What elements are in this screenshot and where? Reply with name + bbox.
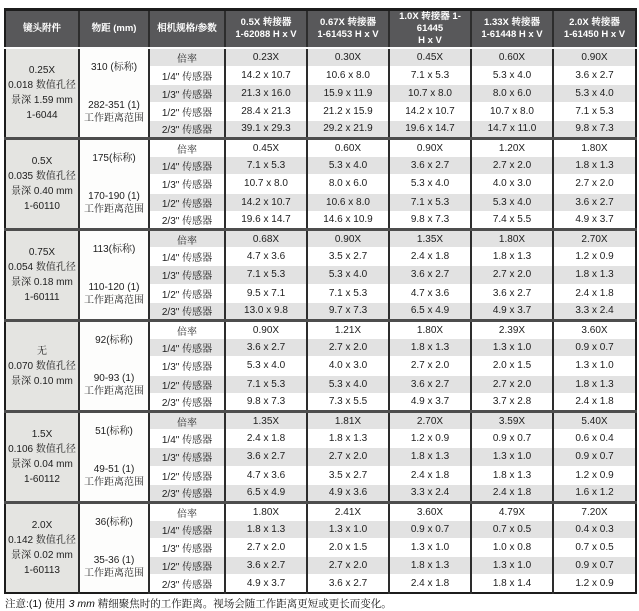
fov-value-cell: 13.0 x 9.8: [225, 302, 307, 320]
camera-spec-label: 1/4" 传感器: [149, 521, 225, 539]
camera-spec-label: 2/3" 传感器: [149, 120, 225, 138]
fov-value-cell: 3.6 x 2.7: [553, 66, 636, 84]
fov-value-cell: 15.9 x 11.9: [307, 84, 389, 102]
lens-attachment-line: 0.070 数值孔径: [8, 360, 76, 372]
fov-value-cell: 1.80X: [471, 230, 553, 248]
fov-value-cell: 29.2 x 21.9: [307, 120, 389, 138]
fov-value-cell: 0.9 x 0.7: [553, 557, 636, 575]
fov-value-cell: 7.1 x 5.3: [389, 193, 471, 211]
column-header-line2: H x V: [418, 35, 442, 46]
fov-value-cell: 9.8 x 7.3: [389, 211, 471, 229]
fov-value-cell: 4.9 x 3.6: [307, 484, 389, 502]
fov-value-cell: 2.70X: [553, 230, 636, 248]
lens-attachment-line: 无: [37, 345, 47, 357]
fov-value-cell: 10.7 x 8.0: [389, 84, 471, 102]
fov-value-cell: 2.0 x 1.5: [471, 357, 553, 375]
fov-value-cell: 4.9 x 3.7: [389, 393, 471, 411]
fov-value-cell: 7.1 x 5.3: [225, 375, 307, 393]
fov-value-cell: 21.2 x 15.9: [307, 102, 389, 120]
table-row: [5, 139, 636, 157]
fov-value-cell: 9.7 x 7.3: [307, 302, 389, 320]
footnote-text: 注意:(1) 使用: [5, 598, 69, 610]
column-header-line1: 0.67X 转接器: [320, 17, 376, 28]
column-header-distance: [79, 10, 149, 49]
working-distance-range: [80, 281, 148, 307]
fov-value-cell: 2.7 x 2.0: [307, 339, 389, 357]
camera-spec-label: 1/4" 传感器: [149, 248, 225, 266]
fov-value-cell: 7.1 x 5.3: [225, 266, 307, 284]
distance-nominal: 36(标称): [95, 517, 133, 529]
fov-value-cell: 0.9 x 0.7: [553, 448, 636, 466]
fov-value-cell: 3.6 x 2.7: [225, 339, 307, 357]
fov-value-cell: 1.2 x 0.9: [553, 248, 636, 266]
distance-nominal: 175(标称): [92, 153, 136, 165]
fov-value-cell: 0.90X: [389, 139, 471, 157]
column-header-line2: 1-62088 H x V: [235, 29, 297, 40]
object-distance-cell: [79, 321, 149, 412]
table-header: [5, 10, 636, 49]
fov-value-cell: 3.6 x 2.7: [471, 284, 553, 302]
camera-spec-label: 2/3" 传感器: [149, 575, 225, 593]
lens-attachment-line: 0.018 数值孔径: [8, 80, 76, 91]
camera-spec-label: 1/3" 传感器: [149, 357, 225, 375]
fov-value-cell: 14.6 x 10.9: [307, 211, 389, 229]
fov-value-cell: 7.1 x 5.3: [225, 157, 307, 175]
camera-spec-label: 1/3" 传感器: [149, 266, 225, 284]
working-distance-range: [80, 190, 148, 216]
fov-value-cell: 1.3 x 1.0: [553, 357, 636, 375]
lens-attachment-cell: [5, 48, 79, 139]
camera-spec-label: 1/2" 传感器: [149, 102, 225, 120]
fov-value-cell: 10.7 x 8.0: [225, 175, 307, 193]
camera-spec-label: 倍率: [149, 503, 225, 521]
camera-spec-label: 1/2" 传感器: [149, 466, 225, 484]
fov-value-cell: 4.9 x 3.7: [471, 302, 553, 320]
lens-attachment-line: 0.5X: [31, 156, 53, 167]
fov-value-cell: 5.3 x 4.0: [307, 266, 389, 284]
fov-value-cell: 2.7 x 2.0: [307, 557, 389, 575]
fov-value-cell: 3.6 x 2.7: [389, 157, 471, 175]
camera-spec-label: 1/3" 传感器: [149, 84, 225, 102]
fov-value-cell: 2.4 x 1.8: [225, 430, 307, 448]
footnote-italic-value: 3 mm: [68, 598, 95, 610]
working-distance-range: [80, 372, 148, 398]
fov-value-cell: 8.0 x 6.0: [471, 84, 553, 102]
lens-attachment-line: 0.142 数值孔径: [8, 535, 76, 546]
fov-value-cell: 14.2 x 10.7: [225, 66, 307, 84]
fov-value-cell: 2.7 x 2.0: [471, 375, 553, 393]
table-row: [5, 412, 636, 430]
fov-value-cell: 7.1 x 5.3: [307, 284, 389, 302]
camera-spec-label: 1/3" 传感器: [149, 539, 225, 557]
fov-value-cell: 3.60X: [553, 321, 636, 339]
fov-value-cell: 1.21X: [307, 321, 389, 339]
fov-value-cell: 3.60X: [389, 503, 471, 521]
fov-value-cell: 4.79X: [471, 503, 553, 521]
fov-value-cell: 1.35X: [225, 412, 307, 430]
fov-value-cell: 1.3 x 1.0: [471, 448, 553, 466]
fov-value-cell: 0.9 x 0.7: [389, 521, 471, 539]
fov-value-cell: 1.8 x 1.3: [471, 466, 553, 484]
lens-attachment-line: 0.25X: [28, 65, 56, 76]
distance-range-value: 90-93 (1): [93, 372, 135, 384]
distance-nominal: 113(标称): [92, 244, 136, 256]
lens-attachment-line: 景深 0.04 mm: [11, 459, 73, 470]
lens-attachment-cell: [5, 230, 79, 321]
distance-range-label: 工作距离范围: [84, 203, 144, 215]
lens-attachment-line: 1-60110: [24, 201, 60, 212]
column-header-adapter-2-0x: [553, 10, 636, 49]
working-distance-range: [80, 463, 148, 489]
fov-value-cell: 10.6 x 8.0: [307, 66, 389, 84]
fov-value-cell: 1.81X: [307, 412, 389, 430]
fov-value-cell: 2.7 x 2.0: [225, 539, 307, 557]
fov-value-cell: 7.1 x 5.3: [389, 66, 471, 84]
camera-spec-label: 2/3" 传感器: [149, 484, 225, 502]
fov-value-cell: 0.4 x 0.3: [553, 521, 636, 539]
column-header-line1: 0.5X 转接器: [240, 17, 292, 28]
fov-value-cell: 4.7 x 3.6: [225, 248, 307, 266]
fov-value-cell: 2.4 x 1.8: [389, 575, 471, 593]
distance-range-value: 170-190 (1): [88, 190, 140, 202]
camera-spec-label: 1/4" 传感器: [149, 430, 225, 448]
working-distance-range: [80, 99, 148, 125]
fov-value-cell: 1.20X: [471, 139, 553, 157]
fov-value-cell: 2.4 x 1.8: [389, 248, 471, 266]
fov-value-cell: 7.1 x 5.3: [553, 102, 636, 120]
distance-range-label: 工作距离范围: [84, 112, 144, 124]
column-header-line1: 2.0X 转接器: [569, 17, 620, 28]
distance-nominal: 51(标称): [95, 426, 133, 438]
fov-value-cell: 3.6 x 2.7: [553, 193, 636, 211]
fov-value-cell: 10.6 x 8.0: [307, 193, 389, 211]
fov-value-cell: 0.45X: [225, 139, 307, 157]
lens-attachment-line: 1-60113: [24, 565, 60, 576]
lens-adapter-spec-sheet: [0, 8, 639, 611]
fov-value-cell: 1.3 x 1.0: [471, 339, 553, 357]
fov-value-cell: 3.6 x 2.7: [225, 448, 307, 466]
camera-spec-label: 倍率: [149, 412, 225, 430]
fov-value-cell: 0.23X: [225, 48, 307, 66]
lens-attachment-line: 景深 0.10 mm: [11, 375, 73, 387]
camera-spec-label: 2/3" 传感器: [149, 393, 225, 411]
fov-value-cell: 1.3 x 1.0: [471, 557, 553, 575]
distance-nominal: 92(标称): [95, 335, 133, 347]
camera-spec-label: 倍率: [149, 230, 225, 248]
fov-value-cell: 3.3 x 2.4: [389, 484, 471, 502]
lens-attachment-cell: [5, 139, 79, 230]
distance-range-value: 49-51 (1): [93, 463, 135, 475]
fov-value-cell: 9.5 x 7.1: [225, 284, 307, 302]
fov-value-cell: 1.80X: [389, 321, 471, 339]
camera-spec-label: 1/4" 传感器: [149, 157, 225, 175]
fov-value-cell: 1.2 x 0.9: [553, 466, 636, 484]
fov-value-cell: 5.3 x 4.0: [389, 175, 471, 193]
fov-value-cell: 3.5 x 2.7: [307, 466, 389, 484]
lens-attachment-line: 1-60112: [24, 474, 60, 485]
column-header-line1: 1.33X 转接器: [484, 17, 540, 28]
fov-value-cell: 1.35X: [389, 230, 471, 248]
fov-value-cell: 0.90X: [553, 48, 636, 66]
fov-value-cell: 7.4 x 5.5: [471, 211, 553, 229]
fov-value-cell: 1.6 x 1.2: [553, 484, 636, 502]
lens-attachment-line: 0.035 数值孔径: [8, 171, 76, 182]
fov-value-cell: 0.90X: [307, 230, 389, 248]
camera-spec-label: 倍率: [149, 139, 225, 157]
distance-nominal: 310 (标称): [90, 62, 138, 74]
fov-value-cell: 6.5 x 4.9: [389, 302, 471, 320]
fov-value-cell: 1.80X: [553, 139, 636, 157]
lens-attachment-line: 0.054 数值孔径: [8, 262, 76, 273]
fov-value-cell: 2.41X: [307, 503, 389, 521]
fov-value-cell: 2.4 x 1.8: [553, 393, 636, 411]
fov-value-cell: 2.7 x 2.0: [553, 175, 636, 193]
distance-range-label: 工作距离范围: [84, 385, 144, 397]
fov-value-cell: 0.9 x 0.7: [471, 430, 553, 448]
fov-value-cell: 4.9 x 3.7: [553, 211, 636, 229]
distance-range-value: 35-36 (1): [93, 554, 135, 566]
fov-value-cell: 2.4 x 1.8: [389, 466, 471, 484]
fov-value-cell: 2.7 x 2.0: [471, 157, 553, 175]
fov-value-cell: 7.20X: [553, 503, 636, 521]
fov-value-cell: 2.4 x 1.8: [471, 484, 553, 502]
header-row: [5, 10, 636, 49]
table-row: [5, 321, 636, 339]
column-header-adapter-0-67x: [307, 10, 389, 49]
fov-value-cell: 5.3 x 4.0: [553, 84, 636, 102]
fov-value-cell: 5.3 x 4.0: [225, 357, 307, 375]
fov-value-cell: 3.5 x 2.7: [307, 248, 389, 266]
column-header-attachment: [5, 10, 79, 49]
fov-value-cell: 2.7 x 2.0: [471, 266, 553, 284]
fov-value-cell: 5.3 x 4.0: [307, 375, 389, 393]
camera-spec-label: 1/3" 传感器: [149, 175, 225, 193]
fov-value-cell: 1.80X: [225, 503, 307, 521]
object-distance-cell: [79, 412, 149, 503]
fov-value-cell: 5.3 x 4.0: [471, 66, 553, 84]
fov-value-cell: 1.8 x 1.3: [471, 248, 553, 266]
fov-value-cell: 2.0 x 1.5: [307, 539, 389, 557]
lens-attachment-line: 景深 0.40 mm: [11, 186, 73, 197]
column-header-label: 物距 (mm): [91, 23, 137, 34]
column-header-line1: 1.0X 转接器 1-61445: [399, 11, 461, 34]
fov-value-cell: 0.9 x 0.7: [553, 339, 636, 357]
fov-value-cell: 28.4 x 21.3: [225, 102, 307, 120]
fov-value-cell: 3.6 x 2.7: [225, 557, 307, 575]
footnote-text: 精细聚焦时的工作距离。视场会随工作距离更短或更长而变化。: [94, 598, 392, 610]
camera-spec-label: 2/3" 传感器: [149, 302, 225, 320]
fov-value-cell: 0.6 x 0.4: [553, 430, 636, 448]
table-row: [5, 48, 636, 66]
column-header-line2: 1-61453 H x V: [317, 29, 379, 40]
lens-attachment-cell: [5, 503, 79, 594]
fov-value-cell: 8.0 x 6.0: [307, 175, 389, 193]
lens-attachment-line: 景深 0.18 mm: [11, 277, 73, 288]
fov-value-cell: 4.0 x 3.0: [307, 357, 389, 375]
fov-value-cell: 1.8 x 1.3: [553, 157, 636, 175]
object-distance-cell: [79, 503, 149, 594]
fov-value-cell: 10.7 x 8.0: [471, 102, 553, 120]
fov-value-cell: 1.8 x 1.4: [471, 575, 553, 593]
column-header-line2: 1-61448 H x V: [481, 29, 543, 40]
column-header-camera-spec: [149, 10, 225, 49]
fov-value-cell: 3.59X: [471, 412, 553, 430]
fov-value-cell: 1.8 x 1.3: [389, 448, 471, 466]
fov-value-cell: 0.30X: [307, 48, 389, 66]
object-distance-cell: [79, 48, 149, 139]
fov-value-cell: 19.6 x 14.7: [225, 211, 307, 229]
table-row: [5, 503, 636, 521]
fov-value-cell: 19.6 x 14.7: [389, 120, 471, 138]
fov-value-cell: 7.3 x 5.5: [307, 393, 389, 411]
fov-value-cell: 6.5 x 4.9: [225, 484, 307, 502]
fov-value-cell: 3.6 x 2.7: [307, 575, 389, 593]
fov-value-cell: 3.6 x 2.7: [389, 266, 471, 284]
fov-value-cell: 1.8 x 1.3: [225, 521, 307, 539]
distance-range-label: 工作距离范围: [84, 567, 144, 579]
table-body: [5, 48, 636, 593]
fov-value-cell: 1.2 x 0.9: [389, 430, 471, 448]
lens-attachment-cell: [5, 321, 79, 412]
lens-adapter-fov-table: [4, 8, 637, 594]
working-distance-range: [80, 554, 148, 580]
fov-value-cell: 4.9 x 3.7: [225, 575, 307, 593]
fov-value-cell: 1.8 x 1.3: [553, 266, 636, 284]
column-header-adapter-0-5x: [225, 10, 307, 49]
fov-value-cell: 1.3 x 1.0: [389, 539, 471, 557]
lens-attachment-line: 1-6044: [26, 110, 58, 121]
camera-spec-label: 倍率: [149, 321, 225, 339]
fov-value-cell: 4.7 x 3.6: [389, 284, 471, 302]
fov-value-cell: 5.40X: [553, 412, 636, 430]
distance-range-label: 工作距离范围: [84, 294, 144, 306]
column-header-adapter-1-0x: [389, 10, 471, 49]
fov-value-cell: 9.8 x 7.3: [553, 120, 636, 138]
lens-attachment-line: 景深 1.59 mm: [11, 95, 73, 106]
fov-value-cell: 0.45X: [389, 48, 471, 66]
lens-attachment-line: 2.0X: [31, 520, 53, 531]
footnote: [5, 598, 639, 611]
fov-value-cell: 14.2 x 10.7: [225, 193, 307, 211]
camera-spec-label: 倍率: [149, 48, 225, 66]
camera-spec-label: 1/2" 传感器: [149, 557, 225, 575]
lens-attachment-line: 0.106 数值孔径: [8, 444, 76, 455]
object-distance-cell: [79, 230, 149, 321]
table-row: [5, 230, 636, 248]
fov-value-cell: 4.7 x 3.6: [225, 466, 307, 484]
lens-attachment-line: 景深 0.02 mm: [11, 550, 73, 561]
camera-spec-label: 1/2" 传感器: [149, 284, 225, 302]
fov-value-cell: 21.3 x 16.0: [225, 84, 307, 102]
column-header-label: 镜头附件: [22, 23, 61, 34]
fov-value-cell: 2.70X: [389, 412, 471, 430]
fov-value-cell: 5.3 x 4.0: [307, 157, 389, 175]
lens-attachment-line: 0.75X: [28, 247, 56, 258]
column-header-label: 相机规格/参数: [157, 23, 217, 34]
camera-spec-label: 1/3" 传感器: [149, 448, 225, 466]
fov-value-cell: 1.8 x 1.3: [307, 430, 389, 448]
column-header-adapter-1-33x: [471, 10, 553, 49]
fov-value-cell: 1.8 x 1.3: [553, 375, 636, 393]
fov-value-cell: 0.7 x 0.5: [553, 539, 636, 557]
camera-spec-label: 1/4" 传感器: [149, 339, 225, 357]
fov-value-cell: 2.7 x 2.0: [389, 357, 471, 375]
fov-value-cell: 1.3 x 1.0: [307, 521, 389, 539]
camera-spec-label: 1/2" 传感器: [149, 375, 225, 393]
fov-value-cell: 0.60X: [471, 48, 553, 66]
fov-value-cell: 0.90X: [225, 321, 307, 339]
camera-spec-label: 2/3" 传感器: [149, 211, 225, 229]
lens-attachment-line: 1-60111: [24, 292, 60, 303]
fov-value-cell: 14.2 x 10.7: [389, 102, 471, 120]
fov-value-cell: 3.6 x 2.7: [389, 375, 471, 393]
fov-value-cell: 1.2 x 0.9: [553, 575, 636, 593]
fov-value-cell: 1.8 x 1.3: [389, 339, 471, 357]
camera-spec-label: 1/2" 传感器: [149, 193, 225, 211]
fov-value-cell: 9.8 x 7.3: [225, 393, 307, 411]
lens-attachment-line: 1.5X: [31, 429, 53, 440]
camera-spec-label: 1/4" 传感器: [149, 66, 225, 84]
object-distance-cell: [79, 139, 149, 230]
fov-value-cell: 2.4 x 1.8: [553, 284, 636, 302]
fov-value-cell: 39.1 x 29.3: [225, 120, 307, 138]
distance-range-label: 工作距离范围: [84, 476, 144, 488]
fov-value-cell: 0.7 x 0.5: [471, 521, 553, 539]
fov-value-cell: 3.3 x 2.4: [553, 302, 636, 320]
lens-attachment-cell: [5, 412, 79, 503]
fov-value-cell: 2.7 x 2.0: [307, 448, 389, 466]
column-header-line2: 1-61450 H x V: [563, 29, 626, 40]
fov-value-cell: 0.60X: [307, 139, 389, 157]
fov-value-cell: 2.39X: [471, 321, 553, 339]
fov-value-cell: 1.8 x 1.3: [389, 557, 471, 575]
fov-value-cell: 5.3 x 4.0: [471, 193, 553, 211]
fov-value-cell: 3.7 x 2.8: [471, 393, 553, 411]
distance-range-value: 282-351 (1): [88, 99, 140, 111]
distance-range-value: 110-120 (1): [88, 281, 140, 293]
fov-value-cell: 4.0 x 3.0: [471, 175, 553, 193]
fov-value-cell: 1.0 x 0.8: [471, 539, 553, 557]
fov-value-cell: 14.7 x 11.0: [471, 120, 553, 138]
fov-value-cell: 0.68X: [225, 230, 307, 248]
